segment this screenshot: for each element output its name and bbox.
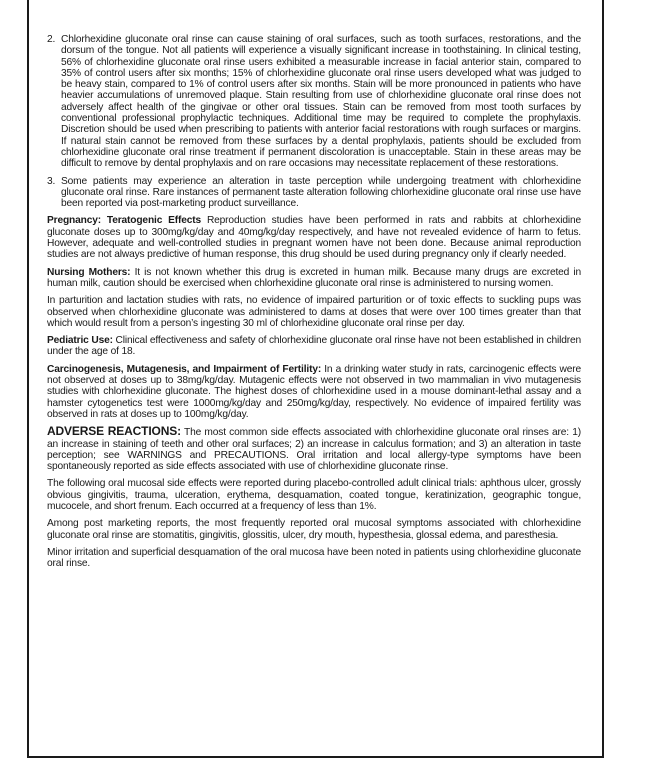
pediatric-paragraph	[47, 335, 581, 358]
document-body	[47, 34, 581, 575]
postmarketing-paragraph: Among post marketing reports, the most frequently reported oral mucosal symptoms associated with chlorhexidine gluconate oral rinse are stomatitis, gingivitis, glossitis, ulcer, dry mouth, hypesthesia, glossal edema, and paresthesia.	[47, 518, 581, 541]
adverse-reactions-heading: ADVERSE REACTIONS:	[47, 424, 181, 439]
minor-irritation-paragraph: Minor irritation and superficial desquamation of the oral mucosa have been noted in patients using chlorhexidine gluconate oral rinse.	[47, 546, 581, 570]
adverse-reactions-paragraph	[47, 426, 581, 472]
nursing-text: It is not known whether this drug is excreted in human milk. Because many drugs are excreted in human milk, caution should be exercised when chlorhexidine gluconate oral rinse is administered to nursing women.	[47, 266, 581, 289]
nursing-paragraph	[47, 267, 581, 290]
list-item-2	[47, 34, 581, 170]
list-item-3	[47, 176, 581, 210]
list-number: 2.	[47, 34, 56, 45]
pregnancy-heading: Pregnancy: Teratogenic Effects	[47, 215, 202, 227]
pediatric-text: Clinical effectiveness and safety of chlorhexidine gluconate oral rinse have not been established in children under the age of 18.	[47, 335, 581, 358]
adverse-reactions-text: The most common side effects associated with chlorhexidine gluconate oral rinses are: 1) an increase in staining of teeth and other oral surfaces; 2) an increase in calculus formation; and 3) an alteration in taste perception; see WARNINGS and PRECAUTIONS. Oral irritation and local allergy-type symptoms have been spontaneously reported as side effects associated with use of chlorhexidine gluconate rinse.	[47, 427, 581, 473]
carcinogenesis-paragraph	[47, 364, 581, 420]
nursing-heading: Nursing Mothers:	[47, 266, 131, 278]
carcinogenesis-heading: Carcinogenesis, Mutagenesis, and Impairment of Fertility:	[47, 363, 322, 375]
list-number: 3.	[47, 175, 56, 187]
parturition-paragraph: In parturition and lactation studies with rats, no evidence of impaired parturition or of toxic effects to suckling pups was observed when chlorhexidine gluconate was administered to dams at doses that were over 100 times greater than that which would result from a person’s ingesting 30 ml of chlorhexidine gluconate oral rinse per day.	[47, 295, 581, 329]
carcinogenesis-text: In a drinking water study in rats, carcinogenic effects were not observed at doses up to 38mg/kg/day. Mutagenic effects were not observed in two mammalian in vivo mutagenesis studies with chlorhexidine gluconate. The highest doses of chlorhexidine used in a mouse dominant-lethal assay and a hamster cytogenetics test were 1000mg/kg/day and 250mg/kg/day, respectively. No evidence of impaired fertility was observed in rats at doses up to 100mg/kg/day.	[47, 363, 581, 420]
list-text: Some patients may experience an alteration in taste perception while undergoing treatment with chlorhexidine gluconate oral rinse. Rare instances of permanent taste alteration following chlorhexidine gluconate oral rinse use have been reported via post-marketing product surveillance.	[61, 175, 581, 210]
pediatric-heading: Pediatric Use:	[47, 335, 113, 347]
pregnancy-paragraph	[47, 215, 581, 260]
pregnancy-text: Reproduction studies have been performed in rats and rabbits at chlorhexidine gluconate doses up to 300mg/kg/day and 40mg/kg/day respectively, and have not revealed evidence of harm to fetus. However, adequate and well-controlled studies in pregnant women have not been done. Because animal reproduction studies are not always predictive of human response, this drug should be used during pregnancy only if clearly needed.	[47, 215, 581, 261]
list-text: Chlorhexidine gluconate oral rinse can cause staining of oral surfaces, such as tooth surfaces, restorations, and the dorsum of the tongue. Not all patients will experience a visually significant increase in toothstaining. In clinical testing, 56% of chlorhexidine gluconate oral rinse users exhibited a measurable increase in facial anterior stain, compared to 35% of control users after six months; 15% of chlorhexidine gluconate oral rinse users developed what was judged to be heavy stain, compared to 1% of control users after six months. Stain will be more pronounced in patients who have heavier accumulations of unremoved plaque. Stain resulting from use of chlorhexidine gluconate oral rinse does not adversely affect health of the gingivae or other oral tissues. Stain can be removed from most tooth surfaces by conventional professional prophylactic techniques. Additional time may be required to complete the prophylaxis. Discretion should be used when prescribing to patients with anterior facial restorations with rough surfaces or margins. If natural stain cannot be removed from these surfaces by a dental prophylaxis, patients should be excluded from chlorhexidine gluconate oral rinse treatment if permanent discoloration is unacceptable. Stain in these areas may be difficult to remove by dental prophylaxis and on rare occasions may necessitate replacement of these restorations.	[61, 34, 581, 170]
mucosal-paragraph: The following oral mucosal side effects were reported during placebo-controlled adult clinical trials: aphthous ulcer, grossly obvious gingivitis, trauma, ulceration, erythema, desquamation, coated tongue, keratinization, geographic tongue, mucocele, and short frenum. Each occurred at a frequency of less than 1%.	[47, 478, 581, 512]
